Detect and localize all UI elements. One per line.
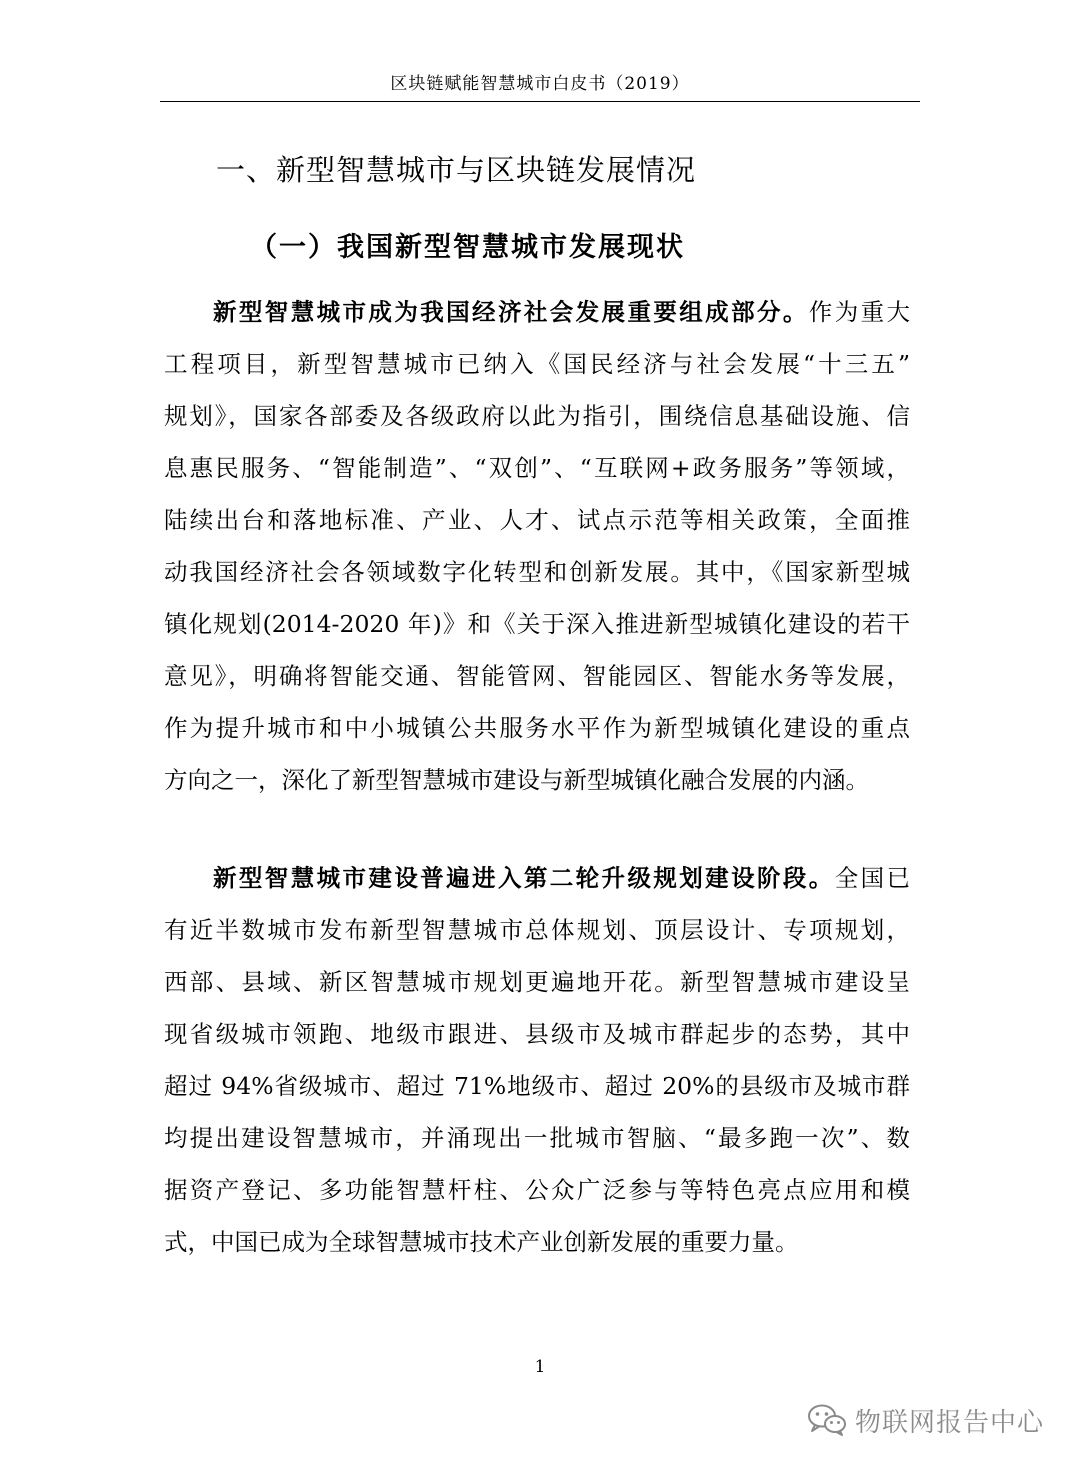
paragraph-2	[164, 852, 910, 1268]
paragraph-line: 据资产登记、多功能智慧杆柱、公众广泛参与等特色亮点应用和模	[164, 1176, 910, 1204]
watermark	[807, 1398, 1044, 1442]
section-heading: 一、新型智慧城市与区块链发展情况	[216, 153, 697, 187]
paragraph-lead: 新型智慧城市建设普遍进入第二轮升级规划建设阶段。	[213, 864, 835, 892]
page-number: 1	[534, 1357, 546, 1377]
paragraph-lead: 新型智慧城市成为我国经济社会发展重要组成部分。	[213, 298, 809, 326]
running-header: 区块链赋能智慧城市白皮书（2019）	[390, 74, 690, 94]
subsection-heading: （一）我国新型智慧城市发展现状	[250, 232, 685, 263]
paragraph-line: 陆续出台和落地标准、产业、人才、试点示范等相关政策，全面推	[164, 506, 910, 534]
paragraph-line: 镇化规划(2014-2020 年)》和《关于深入推进新型城镇化建设的若干	[164, 610, 910, 638]
paragraph-line: 规划》，国家各部委及各级政府以此为指引，围绕信息基础设施、信	[164, 402, 910, 430]
paragraph-line: 有近半数城市发布新型智慧城市总体规划、顶层设计、专项规划，	[164, 916, 910, 944]
paragraph-line: 工程项目，新型智慧城市已纳入《国民经济与社会发展“十三五”	[164, 350, 910, 378]
paragraph-line: 息惠民服务、“智能制造”、“双创”、“互联网+政务服务”等领域，	[164, 454, 910, 482]
paragraph-line: 西部、县域、新区智慧城市规划更遍地开花。新型智慧城市建设呈	[164, 968, 910, 996]
paragraph-line	[164, 286, 910, 338]
paragraph-line: 超过 94%省级城市、超过 71%地级市、超过 20%的县级市及城市群	[164, 1072, 910, 1100]
header-divider	[160, 101, 920, 102]
paragraph-line	[164, 852, 910, 904]
paragraph-line: 均提出建设智慧城市，并涌现出一批城市智脑、“最多跑一次”、数	[164, 1124, 910, 1152]
paragraph-text: 全国已	[834, 864, 910, 892]
paragraph-line: 动我国经济社会各领域数字化转型和创新发展。其中，《国家新型城	[164, 558, 910, 586]
paragraph-text: 作为重大	[808, 298, 910, 326]
paragraph-1	[164, 286, 910, 806]
watermark-text: 物联网报告中心	[854, 1407, 1044, 1438]
paragraph-line: 方向之一，深化了新型智慧城市建设与新型城镇化融合发展的内涵。	[164, 766, 869, 794]
paragraph-line: 作为提升城市和中小城镇公共服务水平作为新型城镇化建设的重点	[164, 714, 910, 742]
paragraph-line: 意见》，明确将智能交通、智能管网、智能园区、智能水务等发展，	[164, 662, 910, 690]
wechat-icon	[807, 1403, 847, 1437]
paragraph-line: 式，中国已成为全球智慧城市技术产业创新发展的重要力量。	[164, 1228, 799, 1256]
paragraph-line: 现省级城市领跑、地级市跟进、县级市及城市群起步的态势，其中	[164, 1020, 910, 1048]
